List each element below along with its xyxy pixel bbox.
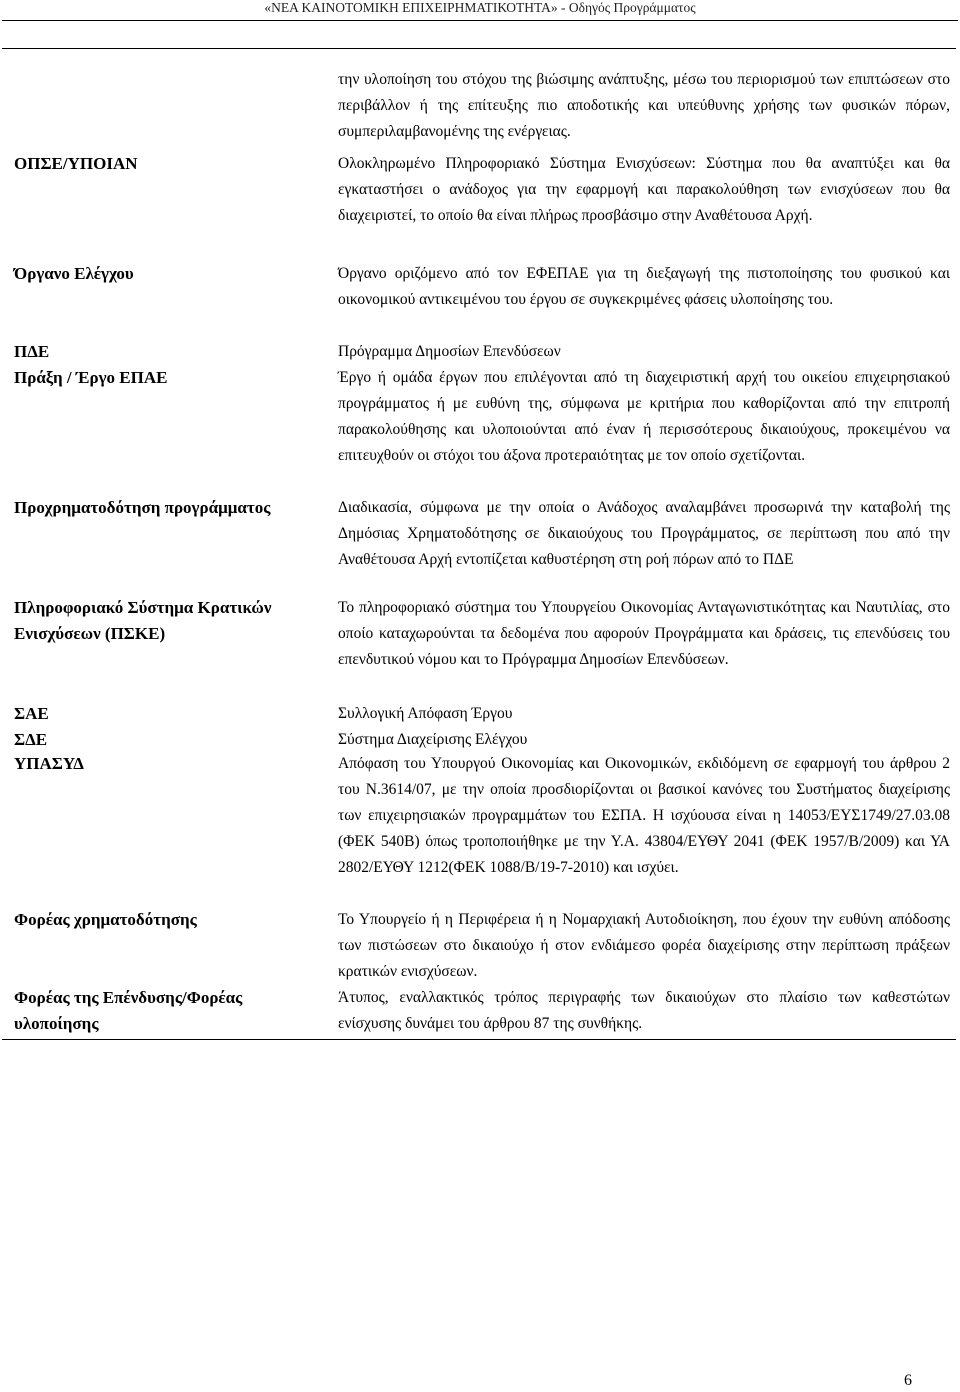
glossary-term: ΣΑΕ — [14, 704, 49, 723]
header-rule — [2, 20, 958, 21]
header-title: «ΝΕΑ ΚΑΙΝΟΤΟΜΙΚΗ ΕΠΙΧΕΙΡΗΜΑΤΙΚΟΤΗΤΑ» - Οδηγός Προγράμματος — [264, 0, 696, 15]
glossary-definition: Σύστημα Διαχείρισης Ελέγχου — [338, 731, 528, 748]
glossary-definition: Ολοκληρωμένο Πληροφοριακό Σύστημα Ενισχύσεων: Σύστημα που θα αναπτύξει και θα εγκαταστήσει ο ανάδοχος για την εφαρμογή και παρακολούθηση των ενισχύσεων που θα διαχειριστεί, το οποίο θα είναι πλήρως προσβάσιμο στην Αναθέτουσα Αρχή. — [338, 155, 950, 224]
glossary-term: Πληροφοριακό Σύστημα Κρατικών Ενισχύσεων (ΠΣΚΕ) — [14, 598, 272, 643]
glossary-term: Προχρηματοδότηση προγράμματος — [14, 498, 271, 517]
glossary-table — [2, 48, 956, 1040]
glossary-definition: Διαδικασία, σύμφωνα με την οποία ο Ανάδοχος αναλαμβάνει προσωρινά την καταβολή της Δημόσιας Χρηματοδότησης σε δικαιούχους του Προγράμματος, σε περίπτωση που από την Αναθέτουσα Αρχή εντοπίζεται καθυστέρηση στη ροή πόρων από το ΠΔΕ — [338, 499, 950, 568]
glossary-term: ΟΠΣΕ/ΥΠΟΙΑΝ — [14, 154, 138, 173]
glossary-term: ΣΔΕ — [14, 730, 48, 749]
glossary-definition: Το Υπουργείο ή η Περιφέρεια ή η Νομαρχιακή Αυτοδιοίκηση, που έχουν την ευθύνη απόδοσης των πιστώσεων στο δικαιούχο ή στον ενδιάμεσο φορέα διαχείρισης στην περίπτωση πράξεων κρατικών ενισχύσεων. — [338, 911, 950, 980]
glossary-term: Όργανο Ελέγχου — [14, 264, 134, 283]
glossary-term: Πράξη / Έργο ΕΠΑΕ — [14, 368, 168, 387]
glossary-term: ΥΠΑΣΥΔ — [14, 754, 84, 773]
glossary-definition: Πρόγραμμα Δημοσίων Επενδύσεων — [338, 343, 561, 360]
glossary-definition: Συλλογική Απόφαση Έργου — [338, 705, 513, 722]
glossary-term: Φορέας της Επένδυσης/Φορέας υλοποίησης — [14, 988, 243, 1033]
glossary-definition: Έργο ή ομάδα έργων που επιλέγονται από τη διαχειριστική αρχή του οικείου επιχειρησιακού προγράμματος ή με ευθύνη της, σύμφωνα με κριτήρια που καθορίζονται από την επιτροπή παρακολούθησης και υλοποιούνται από έναν ή περισσότερους δικαιούχους, προκειμένου να επιτευχθούν οι στόχοι του άξονα προτεραιότητας με τον οποίο σχετίζονται. — [338, 369, 950, 464]
page-number: 6 — [904, 1372, 912, 1389]
glossary-definition: Όργανο οριζόμενο από τον ΕΦΕΠΑΕ για τη διεξαγωγή της πιστοποίησης του φυσικού και οικονομικού αντικειμένου του έργου σε συγκεκριμένες φάσεις υλοποίησης του. — [338, 265, 950, 308]
glossary-definition: την υλοποίηση του στόχου της βιώσιμης ανάπτυξης, μέσω του περιορισμού των επιπτώσεων στο περιβάλλον ή της επίτευξης πιο αποδοτικής και υπεύθυνης χρήσης των φυσικών πόρων, συμπεριλαμβανομένης της ενέργειας. — [338, 71, 950, 140]
glossary-definition: Το πληροφοριακό σύστημα του Υπουργείου Οικονομίας Ανταγωνιστικότητας και Ναυτιλίας, στο οποίο καταχωρούνται τα δεδομένα που αφορούν Προγράμματα και δράσεις, τις επενδύσεις του επενδυτικού νόμου και το Πρόγραμμα Δημοσίων Επενδύσεων. — [338, 599, 950, 668]
glossary-definition: Απόφαση του Υπουργού Οικονομίας και Οικονομικών, εκδιδόμενη σε εφαρμογή του άρθρου 2 του Ν.3614/07, με την οποία προσδιορίζονται οι βασικοί κανόνες του Συστήματος διαχείρισης των επιχειρησιακών προγραμμάτων του ΕΣΠΑ. Η ισχύουσα είναι η 14053/ΕΥΣ1749/27.03.08 (ΦΕΚ 540Β) όπως τροποποιήθηκε με την Υ.Α. 43804/ΕΥΘΥ 2041 (ΦΕΚ 1957/Β/2009) και ΥΑ 2802/ΕΥΘΥ 1212(ΦΕΚ 1088/Β/19-7-2010) και ισχύει. — [338, 755, 950, 876]
document-header — [0, 0, 960, 16]
glossary-term: Φορέας χρηματοδότησης — [14, 910, 197, 929]
glossary-definition: Άτυπος, εναλλακτικός τρόπος περιγραφής των δικαιούχων στο πλαίσιο των καθεστώτων ενίσχυσης δυνάμει του άρθρου 87 της συνθήκης. — [338, 989, 950, 1032]
glossary-term: ΠΔΕ — [14, 342, 50, 361]
